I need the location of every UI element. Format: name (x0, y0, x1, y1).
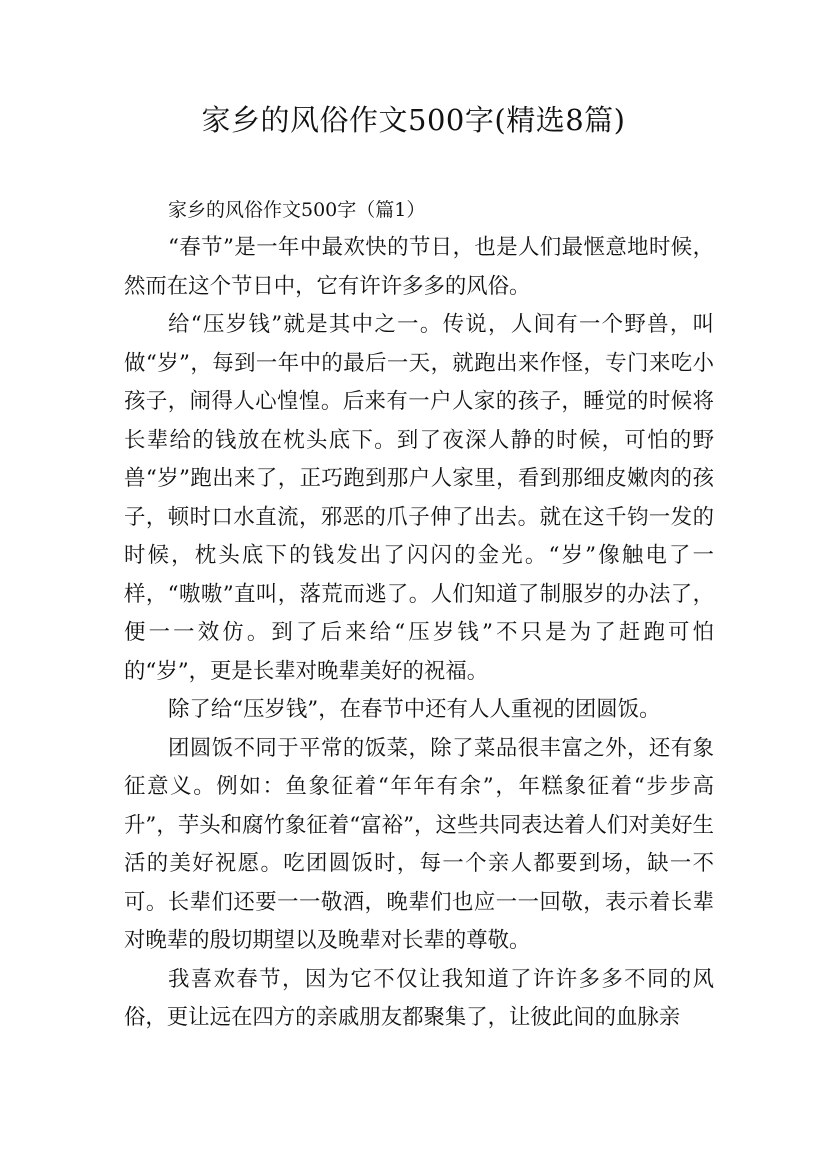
section-heading: 家乡的风俗作文500字（篇1） (168, 199, 426, 221)
paragraph: 我喜欢春节，因为它不仅让我知道了许许多多不同的风俗，更让远在四方的亲戚朋友都聚集了，让彼此间的血脉亲 (124, 966, 714, 1030)
document-body (124, 192, 714, 1038)
paragraph: “春节”是一年中最欢快的节日，也是人们最惬意地时候，然而在这个节日中，它有许许多多的风俗。 (124, 235, 714, 299)
paragraph: 团圆饭不同于平常的饭菜，除了菜品很丰富之外，还有象征意义。例如：鱼象征着“年年有余”，年糕象征着“步步高升”，芋头和腐竹象征着“富裕”，这些共同表达着人们对美好生活的美好祝愿。吃团圆饭时，每一个亲人都要到场，缺一不可。长辈们还要一一敬酒，晚辈们也应一一回敬，表示着长辈对晚辈的殷切期望以及晚辈对长辈的尊敬。 (124, 735, 714, 953)
document-title: 家乡的风俗作文500字(精选8篇) (201, 103, 626, 137)
paragraph: 除了给“压岁钱”，在春节中还有人人重视的团圆饭。 (168, 697, 661, 722)
paragraph: 给“压岁钱”就是其中之一。传说，人间有一个野兽，叫做“岁”，每到一年中的最后一天，就跑出来作怪，专门来吃小孩子，闹得人心惶惶。后来有一户人家的孩子，睡觉的时候将长辈给的钱放在枕头底下。到了夜深人静的时候，可怕的野兽“岁”跑出来了，正巧跑到那户人家里，看到那细皮嫩肉的孩子，顿时口水直流，邪恶的爪子伸了出去。就在这千钧一发的时候，枕头底下的钱发出了闪闪的金光。“岁”像触电了一样，“嗷嗷”直叫，落荒而逃了。人们知道了制服岁的办法了，便一一效仿。到了后来给“压岁钱”不只是为了赶跑可怕的“岁”，更是长辈对晚辈美好的祝福。 (124, 312, 714, 684)
